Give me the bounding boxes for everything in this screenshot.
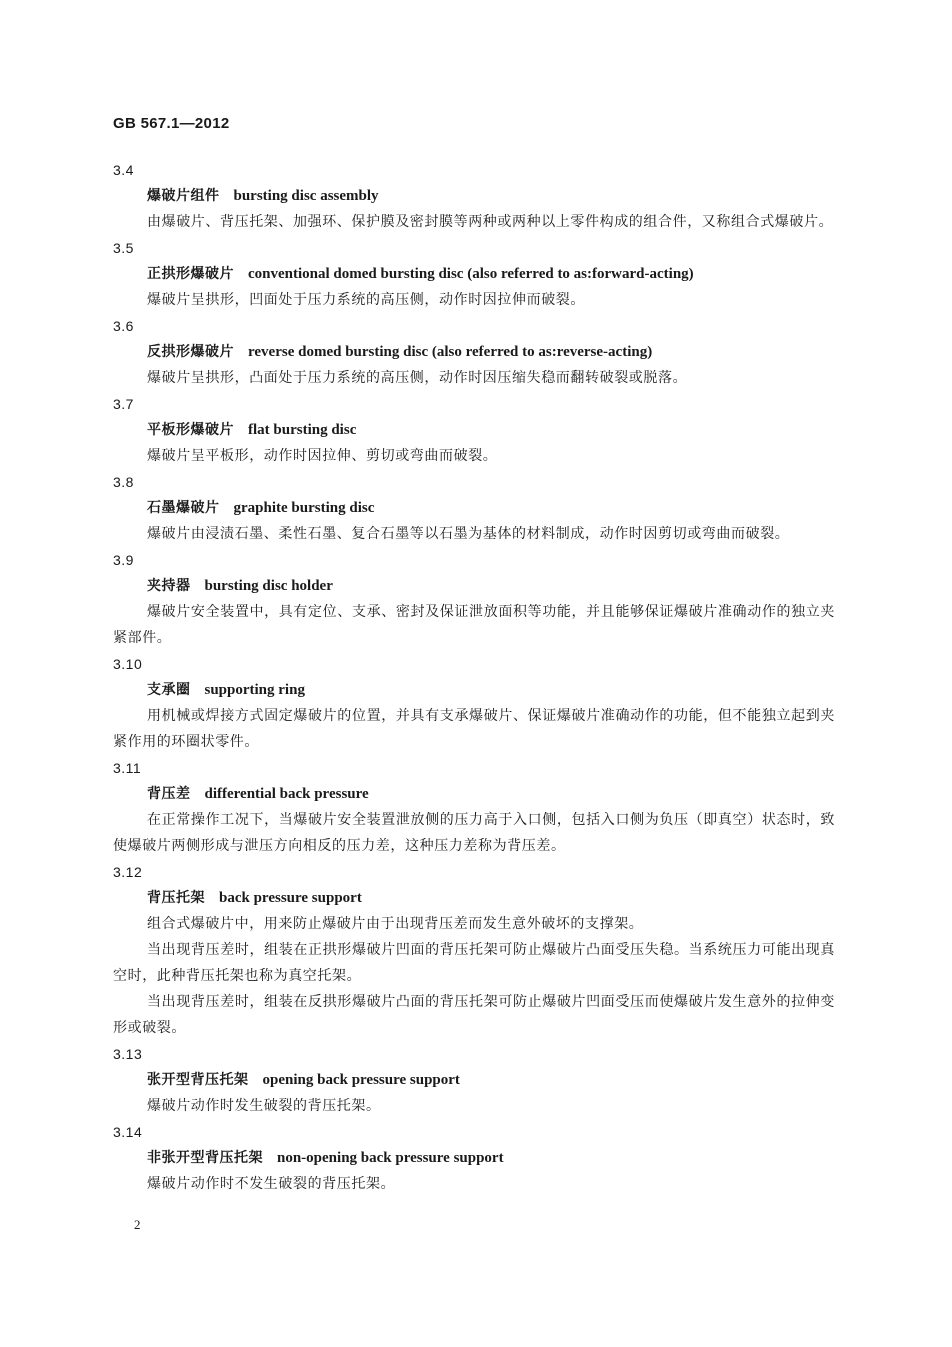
term-english: differential back pressure [204,786,369,802]
term-chinese: 正拱形爆破片 [147,266,234,282]
term-chinese: 爆破片组件 [147,188,220,204]
term-entry-3-10 [113,651,835,755]
term-english: bursting disc holder [204,578,333,594]
clause-number: 3.4 [113,162,134,178]
term-english: non-opening back pressure support [277,1150,504,1166]
term-chinese: 背压托架 [147,890,205,906]
term-english: opening back pressure support [262,1072,460,1088]
term-entry-3-14 [113,1119,835,1197]
definition-paragraph: 爆破片动作时不发生破裂的背压托架。 [147,1176,396,1192]
term-chinese: 背压差 [147,786,191,802]
term-heading [113,1067,835,1093]
definition-paragraph: 爆破片呈拱形，凸面处于压力系统的高压侧，动作时因压缩失稳而翻转破裂或脱落。 [147,370,688,386]
clause-number: 3.9 [113,552,134,568]
term-entry-3-6 [113,313,835,391]
document-header-code: GB 567.1—2012 [113,115,230,132]
clause-number: 3.8 [113,474,134,490]
page-number: 2 [134,1217,141,1232]
definition-paragraph: 爆破片由浸渍石墨、柔性石墨、复合石墨等以石墨为基体的材料制成，动作时因剪切或弯曲而破裂。 [147,526,790,542]
term-entry-3-7 [113,391,835,469]
term-heading [113,339,835,365]
term-chinese: 平板形爆破片 [147,422,234,438]
definition-paragraph: 当出现背压差时，组装在反拱形爆破片凸面的背压托架可防止爆破片凹面受压而使爆破片发生意外的拉伸变形或破裂。 [113,994,835,1036]
term-heading [113,1145,835,1171]
term-heading [113,885,835,911]
term-heading [113,781,835,807]
term-entry-3-4 [113,157,835,235]
term-heading [113,495,835,521]
term-english: back pressure support [219,890,362,906]
term-chinese: 非张开型背压托架 [147,1150,263,1166]
term-entry-3-5 [113,235,835,313]
term-chinese: 夹持器 [147,578,191,594]
terms-definitions-section [113,157,835,1197]
clause-number: 3.5 [113,240,134,256]
term-chinese: 张开型背压托架 [147,1072,249,1088]
term-chinese: 石墨爆破片 [147,500,220,516]
term-english: bursting disc assembly [233,188,379,204]
term-entry-3-11 [113,755,835,859]
term-heading [113,677,835,703]
clause-number: 3.11 [113,760,142,776]
clause-number: 3.7 [113,396,134,412]
clause-number: 3.13 [113,1046,143,1062]
term-english: conventional domed bursting disc (also referred to as:forward-acting) [248,266,694,282]
term-entry-3-9 [113,547,835,651]
definition-paragraph: 当出现背压差时，组装在正拱形爆破片凹面的背压托架可防止爆破片凸面受压失稳。当系统压力可能出现真空时，此种背压托架也称为真空托架。 [113,942,835,984]
term-entry-3-12 [113,859,835,1041]
term-heading [113,417,835,443]
term-english: supporting ring [204,682,305,698]
term-english: flat bursting disc [248,422,357,438]
definition-paragraph: 用机械或焊接方式固定爆破片的位置，并具有支承爆破片、保证爆破片准确动作的功能，但不能独立起到夹紧作用的环圈状零件。 [113,708,835,750]
term-chinese: 支承圈 [147,682,191,698]
definition-paragraph: 爆破片动作时发生破裂的背压托架。 [147,1098,381,1114]
definition-paragraph: 爆破片安全装置中，具有定位、支承、密封及保证泄放面积等功能，并且能够保证爆破片准确动作的独立夹紧部件。 [113,604,835,646]
clause-number: 3.14 [113,1124,143,1140]
term-heading [113,573,835,599]
definition-paragraph: 爆破片呈平板形，动作时因拉伸、剪切或弯曲而破裂。 [147,448,498,464]
clause-number: 3.10 [113,656,143,672]
definition-paragraph: 在正常操作工况下，当爆破片安全装置泄放侧的压力高于入口侧，包括入口侧为负压（即真空）状态时，致使爆破片两侧形成与泄压方向相反的压力差，这种压力差称为背压差。 [113,812,835,854]
term-english: graphite bursting disc [233,500,375,516]
definition-paragraph: 爆破片呈拱形，凹面处于压力系统的高压侧，动作时因拉伸而破裂。 [147,292,585,308]
term-heading [113,261,835,287]
term-entry-3-8 [113,469,835,547]
definition-paragraph: 组合式爆破片中，用来防止爆破片由于出现背压差而发生意外破坏的支撑架。 [147,916,644,932]
clause-number: 3.12 [113,864,143,880]
term-chinese: 反拱形爆破片 [147,344,234,360]
term-english: reverse domed bursting disc (also referred to as:reverse-acting) [248,344,653,360]
term-entry-3-13 [113,1041,835,1119]
term-heading [113,183,835,209]
clause-number: 3.6 [113,318,134,334]
definition-paragraph: 由爆破片、背压托架、加强环、保护膜及密封膜等两种或两种以上零件构成的组合件，又称组合式爆破片。 [147,214,834,230]
